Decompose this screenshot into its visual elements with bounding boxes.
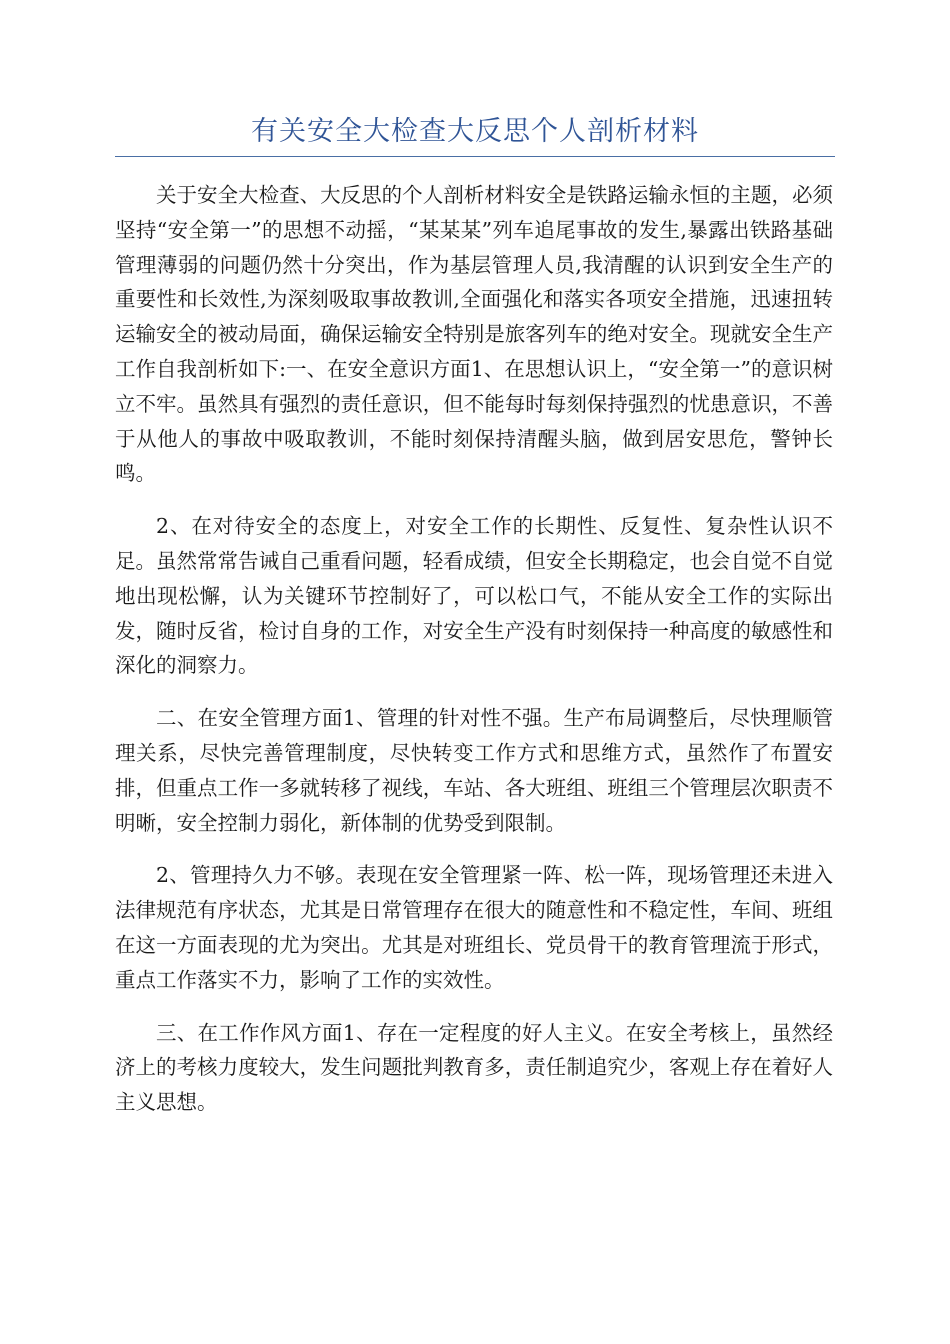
paragraph-4: 2、管理持久力不够。表现在安全管理紧一阵、松一阵，现场管理还未进入法律规范有序状态，尤其是日常管理存在很大的随意性和不稳定性，车间、班组在这一方面表现的尤为突出。尤其是对班组长、党员骨干的教育管理流于形式，重点工作落实不力，影响了工作的实效性。 [115, 863, 833, 992]
paragraph-1: 关于安全大检查、大反思的个人剖析材料安全是铁路运输永恒的主题，必须坚持“安全第一”的思想不动摇，“某某某”列车追尾事故的发生,暴露出铁路基础管理薄弱的问题仍然十分突出，作为基层管理人员,我清醒的认识到安全生产的重要性和长效性,为深刻吸取事故教训,全面强化和落实各项安全措施，迅速扭转运输安全的被动局面，确保运输安全特别是旅客列车的绝对安全。现就安全生产工作自我剖析如下:一、在安全意识方面1、在思想认识上，“安全第一”的意识树立不牢。虽然具有强烈的责任意识，但不能每时每刻保持强烈的忧患意识，不善于从他人的事故中吸取教训，不能时刻保持清醒头脑，做到居安思危，警钟长鸣。 [115, 183, 833, 486]
paragraph-5: 三、在工作作风方面1、存在一定程度的好人主义。在安全考核上，虽然经济上的考核力度较大，发生问题批判教育多，责任制追究少，客观上存在着好人主义思想。 [115, 1020, 833, 1115]
title-block [115, 112, 835, 157]
paragraph-3: 二、在安全管理方面1、管理的针对性不强。生产布局调整后，尽快理顺管理关系，尽快完善管理制度，尽快转变工作方式和思维方式，虽然作了布置安排，但重点工作一多就转移了视线，车站、各大班组、班组三个管理层次职责不明晰，安全控制力弱化，新体制的优势受到限制。 [115, 706, 833, 835]
paragraph-2: 2、在对待安全的态度上，对安全工作的长期性、反复性、复杂性认识不足。虽然常常告诫自己重看问题，轻看成绩，但安全长期稳定，也会自觉不自觉地出现松懈，认为关键环节控制好了，可以松口气，不能从安全工作的实际出发，随时反省，检讨自身的工作，对安全生产没有时刻保持一种高度的敏感性和深化的洞察力。 [115, 514, 833, 678]
document-body [115, 178, 833, 1138]
page-title: 有关安全大检查大反思个人剖析材料 [251, 116, 699, 147]
